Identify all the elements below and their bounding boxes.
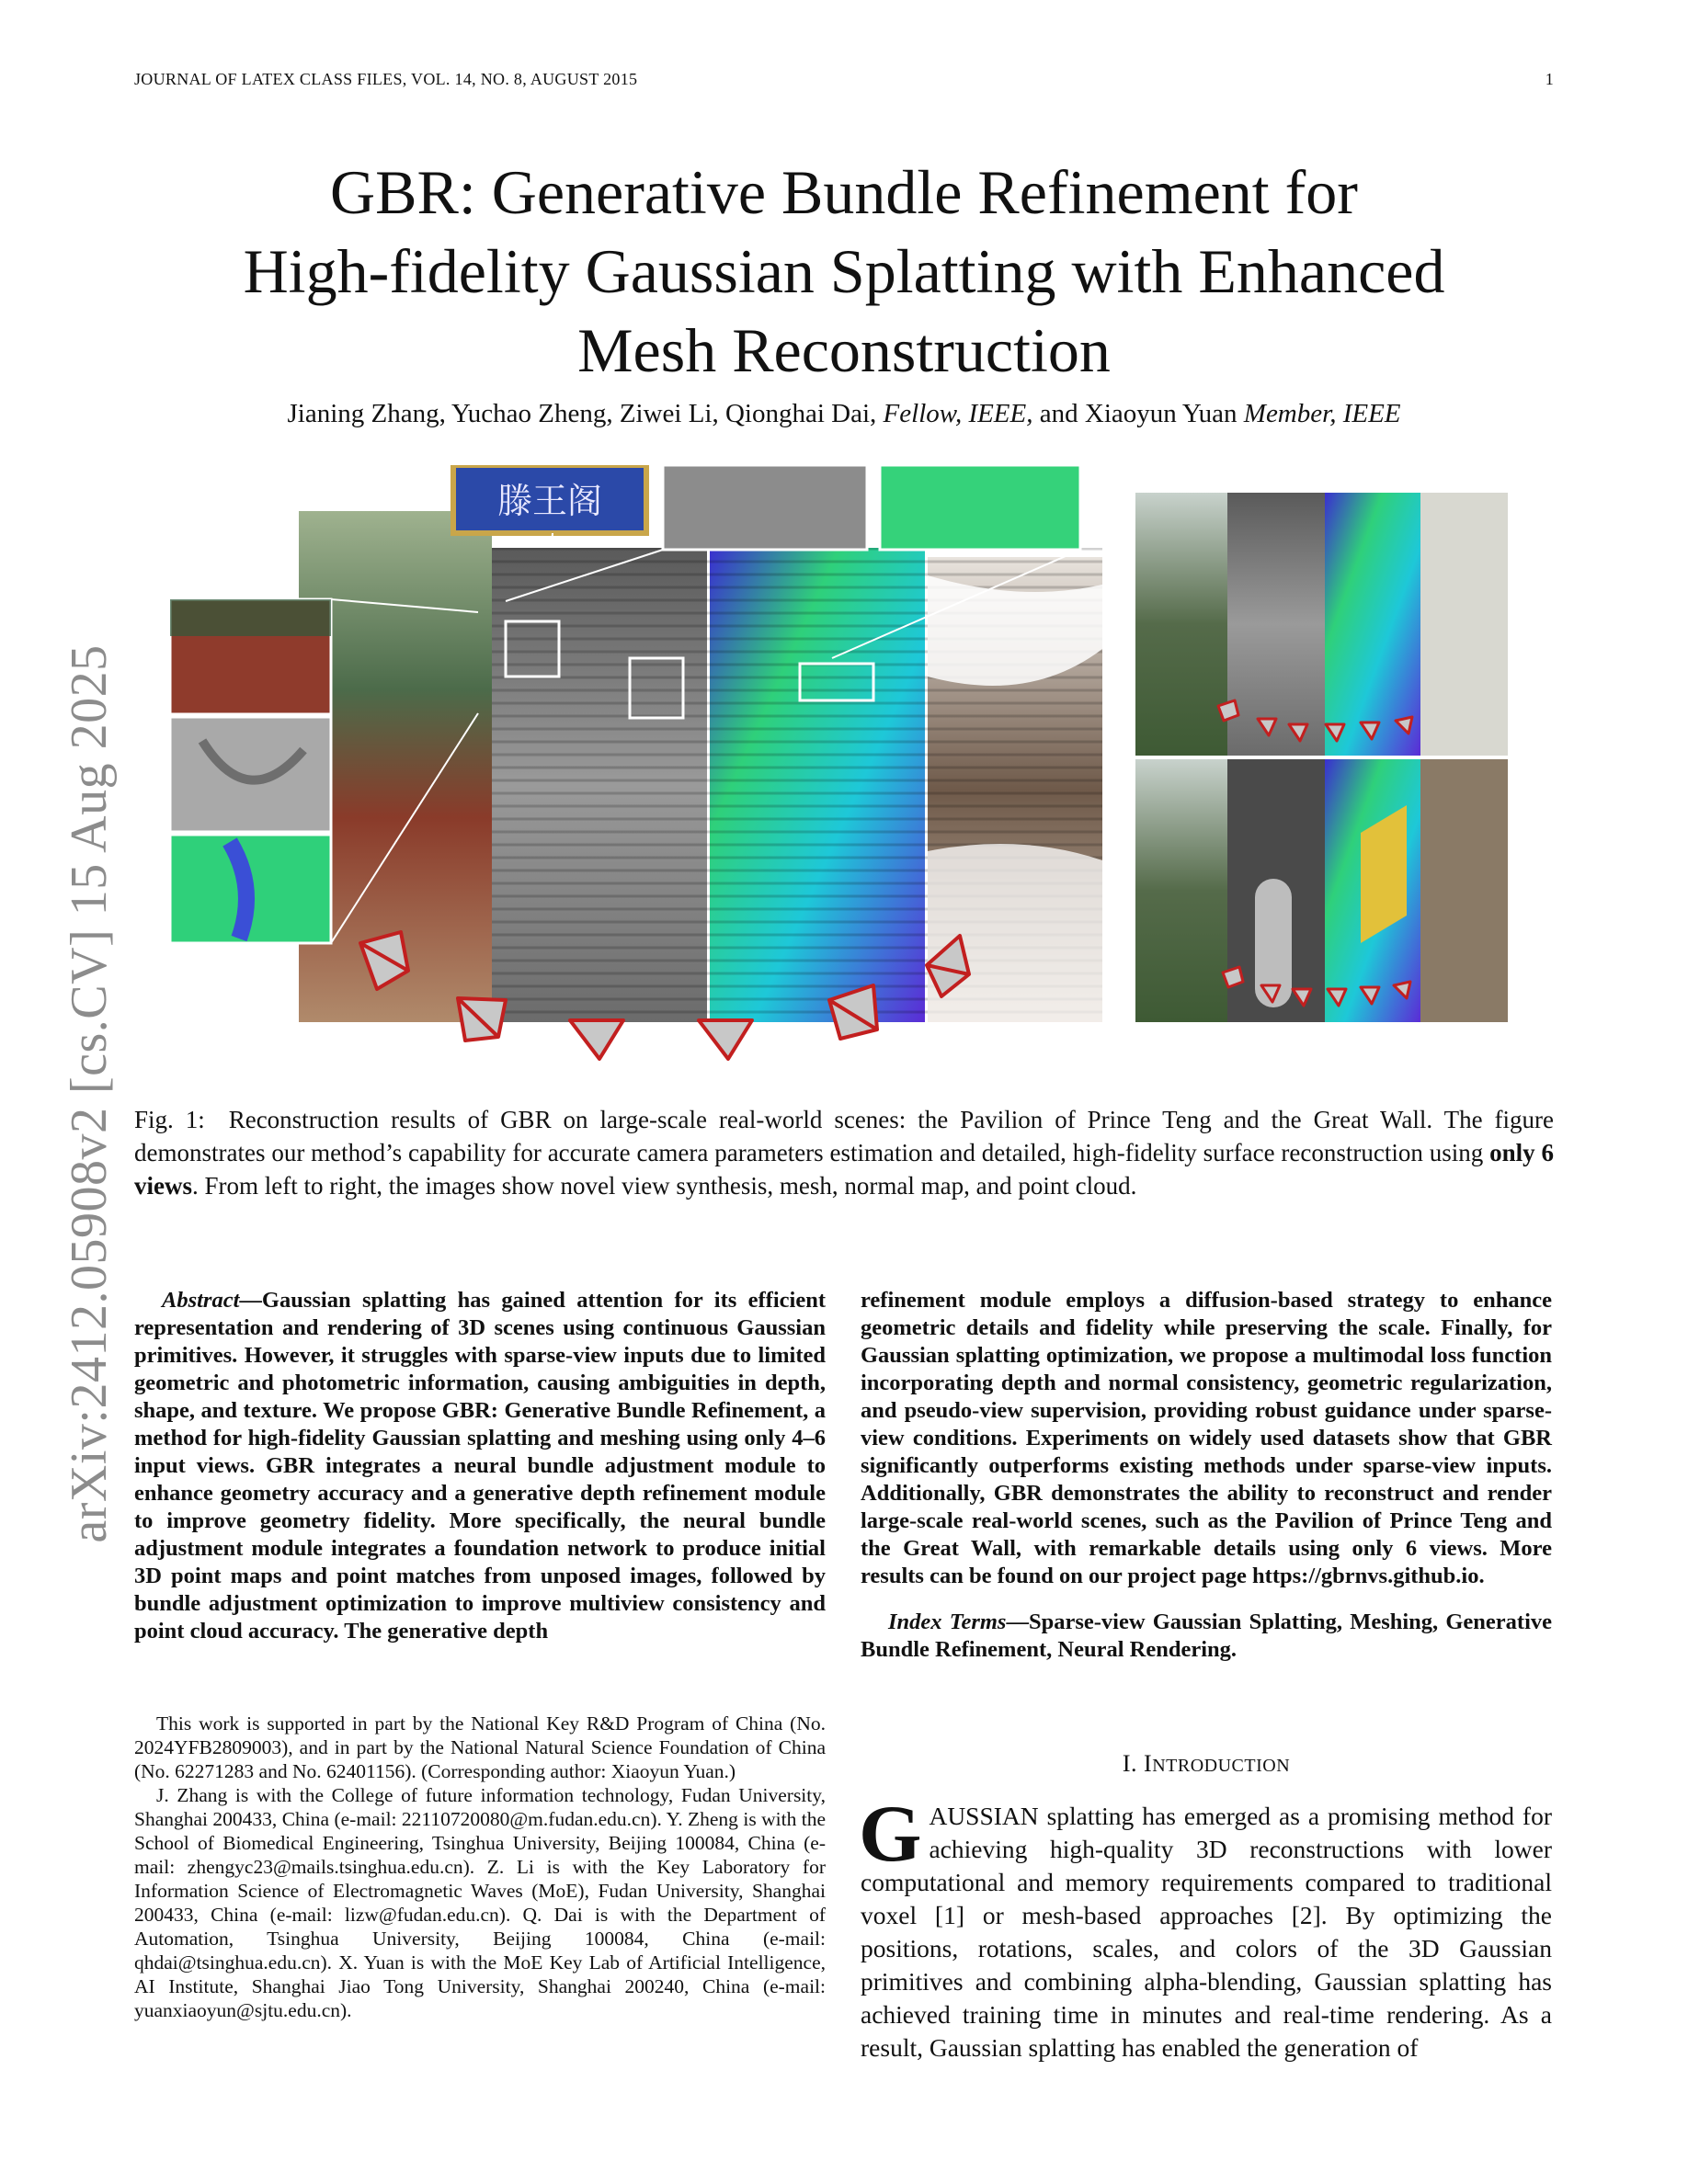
title-line-3: Mesh Reconstruction [577,315,1111,385]
left-column [134,1287,826,1645]
wall-photo-top [1135,493,1227,756]
introduction-text: AUSSIAN splatting has emerged as a promising method for achieving high-quality 3D reconstructions with lower computational and memory requirements compared to traditional voxel [1] or mesh-based approaches [2]. By optimizing the positions, rotations, scales, and colors of the 3D Gaussian primitives and combining alpha-blending, Gaussian splatting has achieved training time in minutes and real-time rendering. As a result, Gaussian splatting has enabled the generation of [861,1802,1552,2062]
detail-mesh-inset [170,717,331,832]
index-terms-label: Index Terms [888,1610,1007,1634]
section-heading-introduction [861,1750,1552,1778]
arxiv-stamp [48,597,131,1590]
figure-1 [165,465,1535,1099]
author-yuan-title: Member, IEEE [1243,399,1401,428]
section-title-rest: NTRODUCTION [1152,1756,1291,1776]
paper-title [138,153,1550,390]
wall-photo-bottom [1135,759,1227,1022]
caption-label: Fig. 1: [134,1106,205,1133]
footnotes [134,1712,826,2022]
affiliation-note: J. Zhang is with the College of future information technology, Fudan University, Shanghai 200433, China (e-mail: 22110720080@m.fudan.edu.cn). Y. Zheng is with the School of Biomedical Engineering, Tsinghua University, Beijing 100084, China (e-mail: zhengyc23@mails.tsinghua.edu.cn). Z. Li is with the Key Laboratory for Information Science of Electromagnetic Waves (MoE), Fudan University, Shanghai 200433, China (e-mail: lizw@fudan.edu.cn). Q. Dai is with the Department of Automation, Tsinghua University, Beijing 100084, China (e-mail: qhdai@tsinghua.edu.cn). X. Yuan is with the MoE Key Lab of Artificial Intelligence, AI Institute, Shanghai Jiao Tong University, Shanghai 200240, China (e-mail: yuanxiaoyun@sjtu.edu.cn). [134,1784,826,2021]
wall-pointcloud-top [1420,493,1508,756]
funding-note: This work is supported in part by the National Key R&D Program of China (No. 2024YFB2809003), and in part by the National Natural Science Foundation of China (No. 62271283 and No. 62401156). (Corresponding author: Xiaoyun Yuan.) [134,1712,826,1782]
right-column [861,1287,1552,1664]
plaque-mesh-inset [663,465,867,550]
abstract-label: Abstract [162,1288,240,1313]
abstract [134,1287,826,1645]
abstract-text: —Gaussian splatting has gained attention for its efficient representation and rendering of 3D scenes using continuous Gaussian primitives. However, it struggles with sparse-view inputs due to limited geometric and photometric information, causing ambiguities in depth, shape, and texture. We propose GBR: Generative Bundle Refinement, a method for high-fidelity Gaussian splatting and meshing using only 4–6 input views. GBR integrates a neural bundle adjustment module to enhance geometry accuracy and a generative depth refinement module to improve geometry fidelity. More specifically, the neural bundle adjustment module integrates a foundation network to produce initial 3D point maps and point matches from unposed images, followed by bundle adjustment optimization to improve multiview consistency and point cloud accuracy. The generative depth [134,1288,826,1644]
title-line-1: GBR: Generative Bundle Refinement for [330,157,1358,227]
arxiv-id: arXiv:2412.05908v2 [cs.CV] 15 Aug 2025 [61,644,118,1543]
camera-frustum [458,998,506,1041]
running-head [134,70,1554,89]
section-initial: I [1144,1750,1153,1777]
drop-cap: G [859,1790,922,1879]
index-terms-text: —Sparse-view Gaussian Splatting, Meshing, Generative Bundle Refinement, Neural Rendering. [861,1610,1552,1662]
abstract-continued: refinement module employs a diffusion-based strategy to enhance geometric details and fidelity while preserving the scale. Finally, for Gaussian splatting optimization, we propose a multimodal loss function incorporating depth and normal consistency, geometric regularization, and pseudo-view supervision, providing robust guidance under sparse-view conditions. Experiments on widely used datasets show that GBR significantly outperforms existing methods under sparse-view inputs. Additionally, GBR demonstrates the ability to reconstruct and render large-scale real-world scenes, such as the Pavilion of Prince Teng and the Great Wall, with remarkable details using only 6 views. More results can be found on our project page https://gbrnvs.github.io. [861,1288,1552,1588]
index-terms [861,1609,1552,1664]
author-names: Jianing Zhang, Yuchao Zheng, Ziwei Li, Qionghai Dai, [287,399,884,428]
pavilion-composite [299,511,1102,1022]
title-line-2: High-fidelity Gaussian Splatting with Enhanced [243,236,1445,306]
plaque-photo-text: 滕王阁 [496,481,603,521]
caption-text-1: Reconstruction results of GBR on large-scale real-world scenes: the Pavilion of Prince Teng and the Great Wall. The figure demonstrates our method’s capability for accurate camera parameters estimation and detailed, high-fidelity surface reconstruction using [134,1106,1554,1166]
figure-1-image [165,465,1535,1099]
wall-pointcloud-bottom [1420,759,1508,1022]
caption-bold-text: only 6 views [134,1139,1554,1200]
figure-1-caption [134,1103,1554,1202]
page-number: 1 [1545,70,1554,88]
camera-frustum [570,1020,623,1059]
wall-normal-top [1325,493,1420,756]
plaque-normal-inset [880,465,1080,550]
introduction-paragraph [859,1790,1552,2065]
author-list [138,399,1550,429]
author-dai-title: Fellow, IEEE, [883,399,1033,428]
section-numeral: I. [1122,1750,1145,1777]
camera-frustum [699,1020,752,1059]
wall-mesh-top [1227,493,1325,756]
great-wall-composite [1135,493,1508,1022]
caption-text-2: . From left to right, the images show novel view synthesis, mesh, normal map, and point cloud. [192,1172,1137,1200]
author-and: and Xiaoyun Yuan [1032,399,1244,428]
journal-name: JOURNAL OF LATEX CLASS FILES, VOL. 14, NO. 8, AUGUST 2015 [134,70,638,88]
